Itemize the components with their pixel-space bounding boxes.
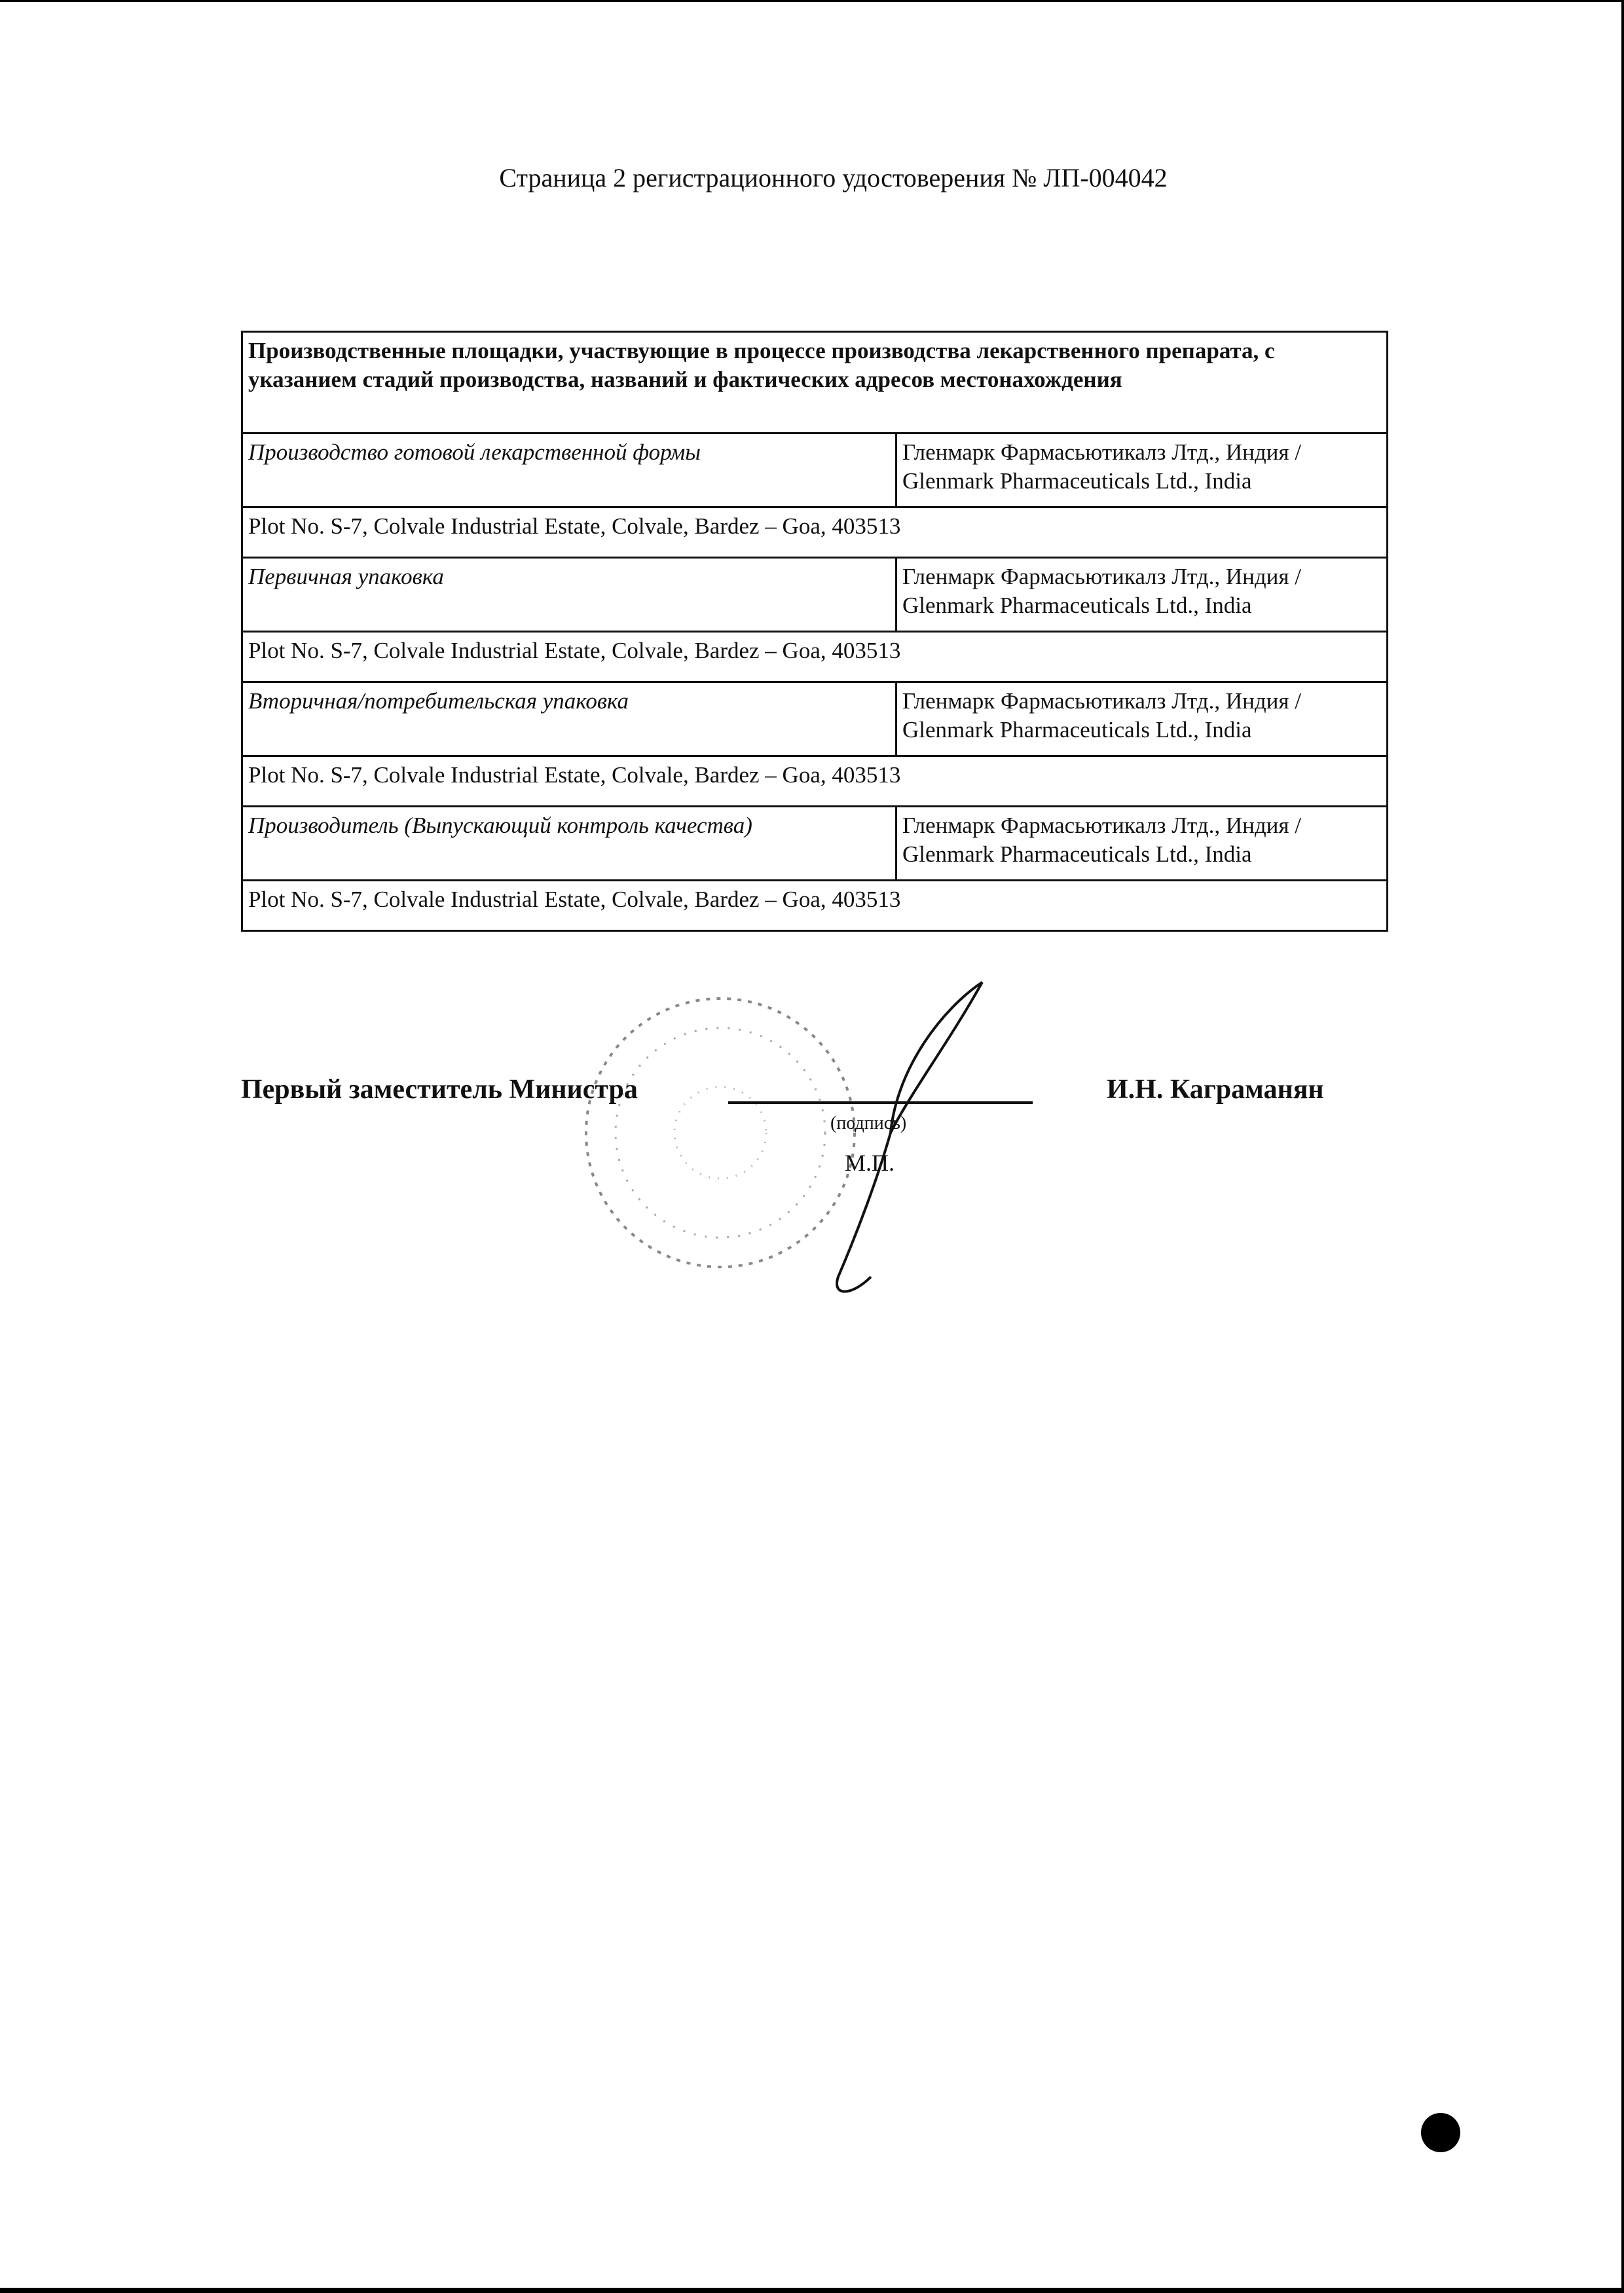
company-cell: Гленмарк Фармасьютикалз Лтд., Индия / Glenmark Pharmaceuticals Ltd., India: [896, 558, 1388, 632]
signature-caption: (подпись): [830, 1113, 907, 1133]
table-row: [242, 507, 1388, 558]
table-row: [242, 632, 1388, 682]
signatory-name: И.Н. Каграманян: [1107, 1074, 1324, 1105]
address-cell: Plot No. S-7, Colvale Industrial Estate, Colvale, Bardez – Goa, 403513: [242, 756, 1388, 807]
table-row: [242, 433, 1388, 507]
page-title: Страница 2 регистрационного удостоверения № ЛП-004042: [499, 163, 1168, 193]
company-cell: Гленмарк Фармасьютикалз Лтд., Индия / Glenmark Pharmaceuticals Ltd., India: [896, 807, 1388, 881]
stage-cell: Вторичная/потребительская упаковка: [242, 682, 896, 756]
table-row: [242, 881, 1388, 931]
table-row: [242, 682, 1388, 756]
handwritten-signature: [786, 969, 1008, 1310]
table-row: [242, 558, 1388, 632]
scan-edge-right: [1621, 0, 1624, 2293]
scan-edge-bottom: [0, 2288, 1624, 2293]
stage-cell: Первичная упаковка: [242, 558, 896, 632]
seal-mark-label: М.П.: [845, 1150, 895, 1176]
manufacturing-sites-table: [241, 331, 1388, 932]
signatory-position: Первый заместитель Министра: [241, 1074, 638, 1105]
company-cell: Гленмарк Фармасьютикалз Лтд., Индия / Glenmark Pharmaceuticals Ltd., India: [896, 682, 1388, 756]
stage-cell: Производитель (Выпускающий контроль качества): [242, 807, 896, 881]
scan-edge-top: [0, 0, 1624, 2]
address-cell: Plot No. S-7, Colvale Industrial Estate, Colvale, Bardez – Goa, 403513: [242, 507, 1388, 558]
address-cell: Plot No. S-7, Colvale Industrial Estate, Colvale, Bardez – Goa, 403513: [242, 881, 1388, 931]
table-heading: Производственные площадки, участвующие в процессе производства лекарственного препарата, с указанием стадий производства, названий и фактических адресов местонахождения: [242, 332, 1388, 433]
table-header-row: [242, 332, 1388, 433]
table-row: [242, 807, 1388, 881]
table-row: [242, 756, 1388, 807]
stage-cell: Производство готовой лекарственной формы: [242, 433, 896, 507]
address-cell: Plot No. S-7, Colvale Industrial Estate, Colvale, Bardez – Goa, 403513: [242, 632, 1388, 682]
scan-mark-dot: [1421, 2113, 1460, 2152]
company-cell: Гленмарк Фармасьютикалз Лтд., Индия / Glenmark Pharmaceuticals Ltd., India: [896, 433, 1388, 507]
